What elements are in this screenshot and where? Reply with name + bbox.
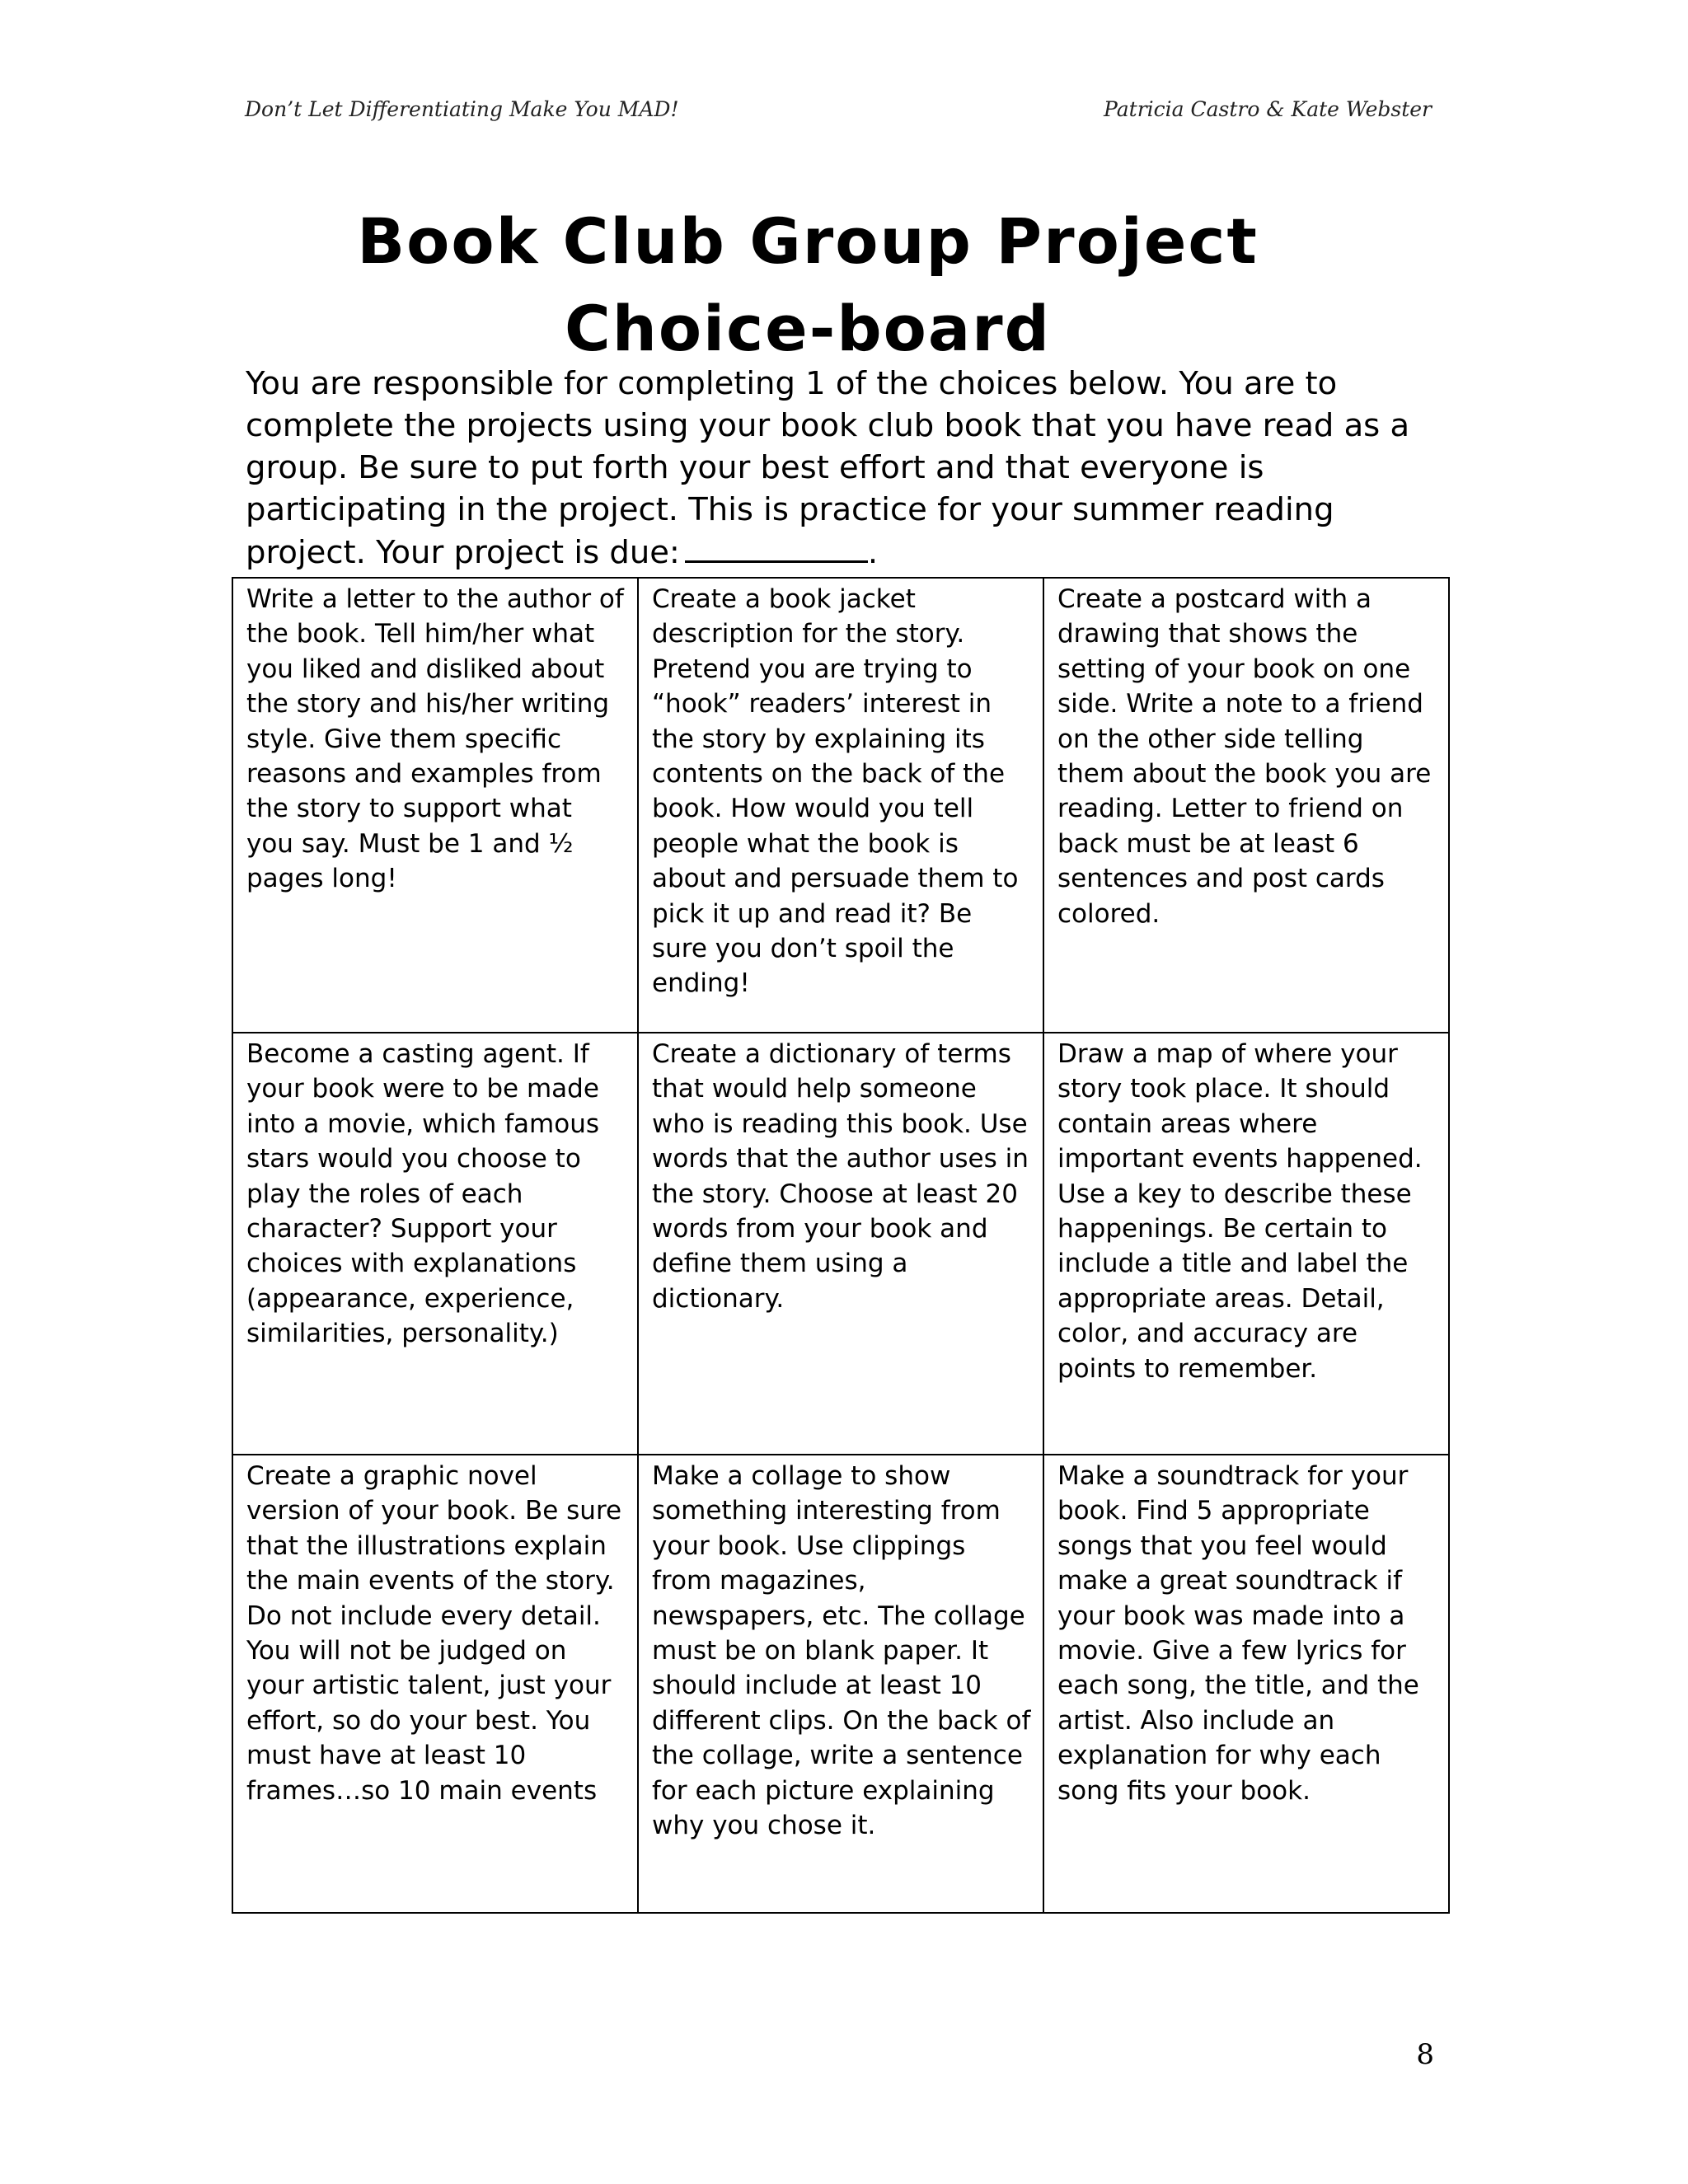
choice-dictionary: Create a dictionary of terms that would help someone who is reading this book. Use words that the author uses in the story. Choose at least 20 words from your book and define them using a dictionary.: [638, 1033, 1043, 1455]
instructions-end: .: [867, 534, 879, 571]
due-date-blank: [685, 531, 868, 563]
choice-row: [232, 1455, 1449, 1913]
choice-soundtrack: Make a soundtrack for your book. Find 5 appropriate songs that you feel would make a great soundtrack if your book was made into a movie. Give a few lyrics for each song, the title, and the artist. Also include an explanation for why each song fits your book.: [1043, 1455, 1449, 1913]
choice-postcard: Create a postcard with a drawing that shows the setting of your book on one side. Write a note to a friend on the other side telling them about the book you are reading. Letter to friend on back must be at least 6 sentences and post cards colored.: [1043, 578, 1449, 1033]
choice-story-map: Draw a map of where your story took place. It should contain areas where important events happened. Use a key to describe these happenings. Be certain to include a title and label the appropriate areas. Detail, color, and accuracy are points to remember.: [1043, 1033, 1449, 1455]
instructions-paragraph: [246, 363, 1416, 574]
choice-collage: Make a collage to show something interesting from your book. Use clippings from magazines, newspapers, etc. The collage must be on blank paper. It should include at least 10 different clips. On the back of the collage, write a sentence for each picture explaining why you chose it.: [638, 1455, 1043, 1913]
title-line-1: Book Club Group Project: [357, 204, 1259, 278]
instructions-text: You are responsible for completing 1 of the choices below. You are to complete the projects using your book club book that you have read as a group. Be sure to put forth your best effort and that everyone is participating in the project. This is practice for your summer reading project. Your project is due:: [246, 365, 1410, 571]
choice-casting-agent: Become a casting agent. If your book were to be made into a movie, which famous stars would you choose to play the roles of each character? Support your choices with explanations (appearance, experience, similarities, personality.): [232, 1033, 638, 1455]
choice-row: [232, 1033, 1449, 1455]
title-line-2: Choice-board: [564, 292, 1052, 365]
choice-letter-to-author: Write a letter to the author of the book. Tell him/her what you liked and disliked about the story and his/her writing style. Give them specific reasons and examples from the story to support what you say. Must be 1 and ½ pages long!: [232, 578, 638, 1033]
choice-book-jacket: Create a book jacket description for the story. Pretend you are trying to “hook” readers’ interest in the story by explaining its contents on the back of the book. How would you tell people what the book is about and persuade them to pick it up and read it? Be sure you don’t spoil the ending!: [638, 578, 1043, 1033]
page-number: 8: [1416, 2038, 1434, 2071]
choice-board-table: [232, 577, 1450, 1914]
choice-graphic-novel: Create a graphic novel version of your book. Be sure that the illustrations explain the main events of the story. Do not include every detail. You will not be judged on your artistic talent, just your effort, so do your best. You must have at least 10 frames…so 10 main events: [232, 1455, 638, 1913]
choice-row: [232, 578, 1449, 1033]
running-header: [245, 97, 1432, 130]
header-book-title: Don’t Let Differentiating Make You MAD!: [245, 97, 679, 121]
header-authors: Patricia Castro & Kate Webster: [1104, 97, 1432, 121]
page-title: [0, 198, 1615, 373]
